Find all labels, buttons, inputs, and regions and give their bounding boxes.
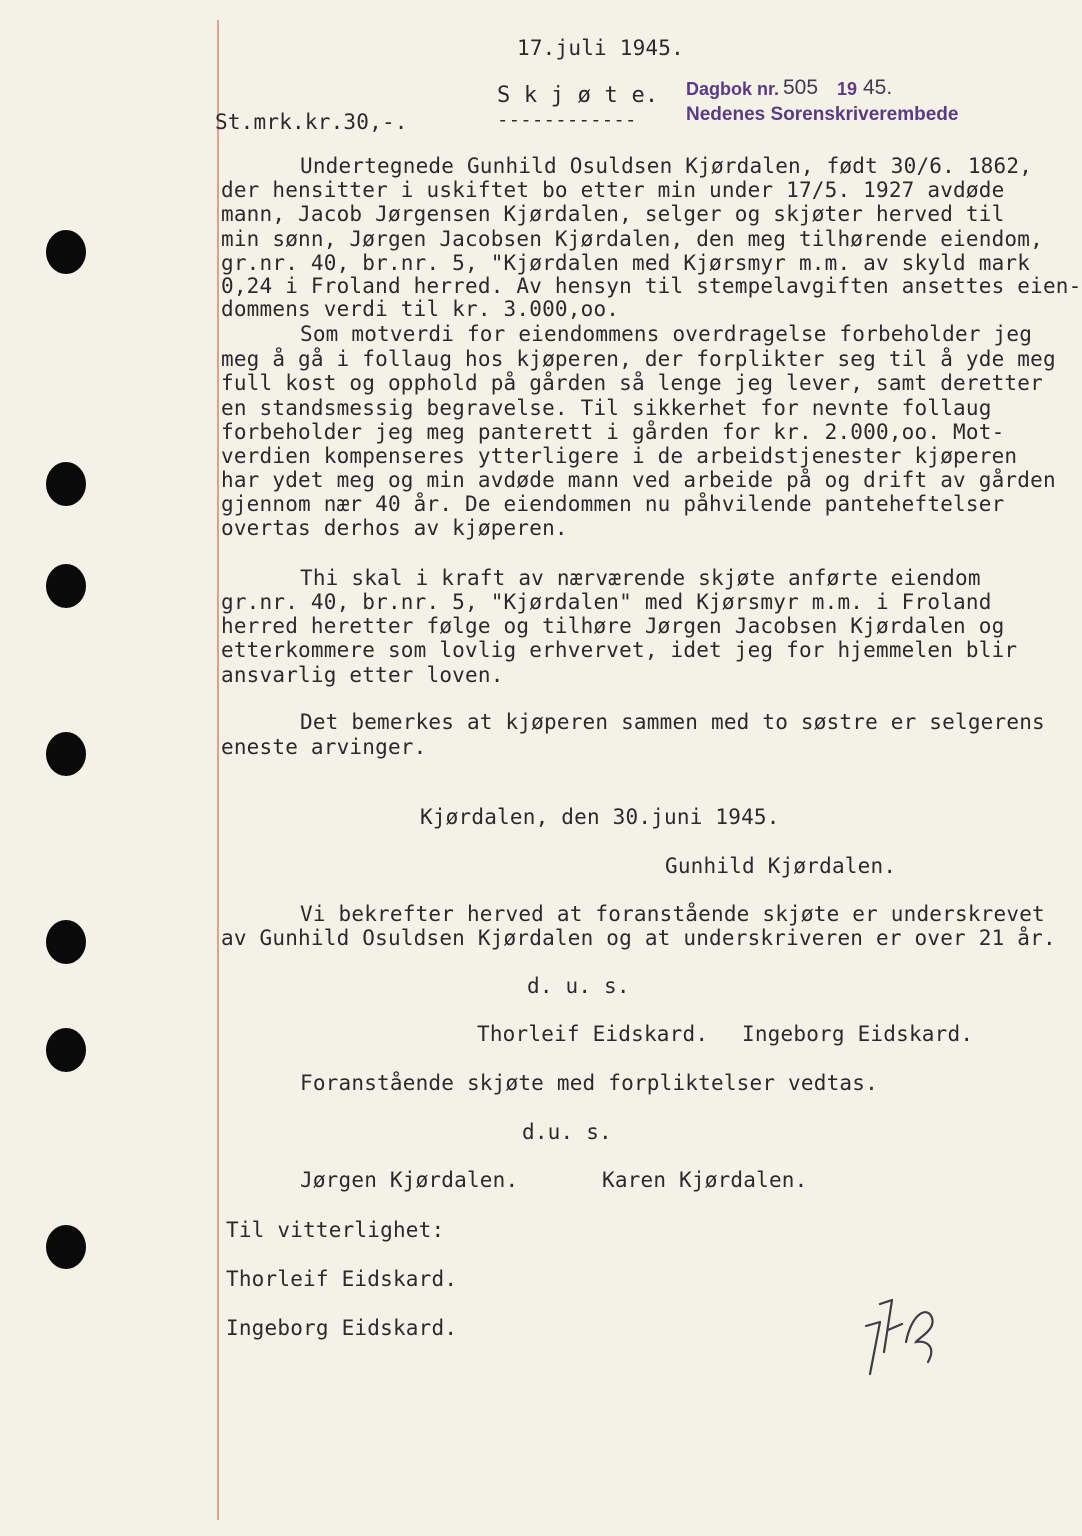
body-line: en standsmessig begravelse. Til sikkerhet for nevnte follaug <box>221 396 992 420</box>
handwritten-initials <box>858 1282 948 1382</box>
body-line: Som motverdi for eiendommens overdragelse forbeholder jeg <box>300 322 1033 346</box>
body-line: der hensitter i uskiftet bo etter min under 17/5. 1927 avdøde <box>221 178 1005 202</box>
body-line: meg å gå i follaug hos kjøperen, der forplikter seg til å yde meg <box>221 347 1056 371</box>
body-line: min sønn, Jørgen Jacobsen Kjørdalen, den meg tilhørende eiendom, <box>221 227 1043 251</box>
body-line: Foranstående skjøte med forpliktelser vedtas. <box>300 1071 878 1095</box>
binder-hole <box>46 920 86 964</box>
body-line: av Gunhild Osuldsen Kjørdalen og at underskriveren er over 21 år. <box>221 926 1056 950</box>
body-line: gr.nr. 40, br.nr. 5, "Kjørdalen med Kjørsmyr m.m. av skyld mark <box>221 251 1031 275</box>
title-underline: ------------ <box>497 109 637 131</box>
office-stamp: Nedenes Sorenskriverembede <box>686 104 959 125</box>
binder-hole <box>46 732 86 776</box>
body-line: dommens verdi til kr. 3.000,oo. <box>221 297 620 321</box>
binder-hole <box>46 230 86 274</box>
dagbok-number: 505 <box>783 76 819 99</box>
document-title: S k j ø t e. <box>497 83 659 108</box>
document-date: 17.juli 1945. <box>517 36 684 60</box>
stamp-duty-note: St.mrk.kr.30,-. <box>215 110 408 134</box>
body-line: verdien kompenseres ytterligere i de arbeidstjenester kjøperen <box>221 444 1018 468</box>
body-line: mann, Jacob Jørgensen Kjørdalen, selger og skjøter herved til <box>221 202 1005 226</box>
witness-name: Thorleif Eidskard. <box>226 1267 458 1291</box>
binder-hole <box>46 1225 86 1269</box>
witness-name: Thorleif Eidskard. <box>477 1022 709 1046</box>
dagbok-label: Dagbok nr. <box>686 79 780 99</box>
body-line: gjennom nær 40 år. De eiendommen nu påhvilende panteheftelser <box>221 492 1005 516</box>
dagbok-year-prefix: 19 <box>837 79 858 99</box>
body-line: Det bemerkes at kjøperen sammen med to søstre er selgerens <box>300 710 1045 734</box>
binder-hole <box>46 462 86 506</box>
body-line: herred heretter følge og tilhøre Jørgen Jacobsen Kjørdalen og <box>221 614 1005 638</box>
signer-name: Gunhild Kjørdalen. <box>665 854 897 878</box>
binder-hole <box>46 564 86 608</box>
binder-hole <box>46 1028 86 1072</box>
buyer-name: Karen Kjørdalen. <box>602 1168 808 1192</box>
body-line: Vi bekrefter herved at foranstående skjøte er underskrevet <box>300 902 1045 926</box>
witness-name: Ingeborg Eidskard. <box>226 1316 458 1340</box>
place-date-line: Kjørdalen, den 30.juni 1945. <box>420 805 780 829</box>
dagbok-year-suffix: 45. <box>863 76 893 99</box>
dus-mark: d. u. s. <box>527 974 630 998</box>
body-line: overtas derhos av kjøperen. <box>221 516 568 540</box>
body-line: Thi skal i kraft av nærværende skjøte anførte eiendom <box>300 566 981 590</box>
dus-mark: d.u. s. <box>522 1120 612 1144</box>
buyer-name: Jørgen Kjørdalen. <box>300 1168 519 1192</box>
body-line: ansvarlig etter loven. <box>221 663 504 687</box>
body-line: 0,24 i Froland herred. Av hensyn til stempelavgiften ansettes eien- <box>221 274 1082 298</box>
body-line: gr.nr. 40, br.nr. 5, "Kjørdalen" med Kjørsmyr m.m. i Froland <box>221 590 992 614</box>
body-line: har ydet meg og min avdøde mann ved arbeide på og drift av gården <box>221 468 1056 492</box>
body-line: eneste arvinger. <box>221 735 427 759</box>
margin-rule <box>217 20 219 1520</box>
witness-heading: Til vitterlighet: <box>226 1218 445 1242</box>
body-line: forbeholder jeg meg panterett i gården for kr. 2.000,oo. Mot- <box>221 420 1005 444</box>
witness-name: Ingeborg Eidskard. <box>742 1022 974 1046</box>
body-line: Undertegnede Gunhild Osuldsen Kjørdalen, født 30/6. 1862, <box>300 154 1033 178</box>
body-line: etterkommere som lovlig erhvervet, idet jeg for hjemmelen blir <box>221 638 1018 662</box>
body-line: full kost og opphold på gården så lenge jeg lever, samt deretter <box>221 371 1043 395</box>
